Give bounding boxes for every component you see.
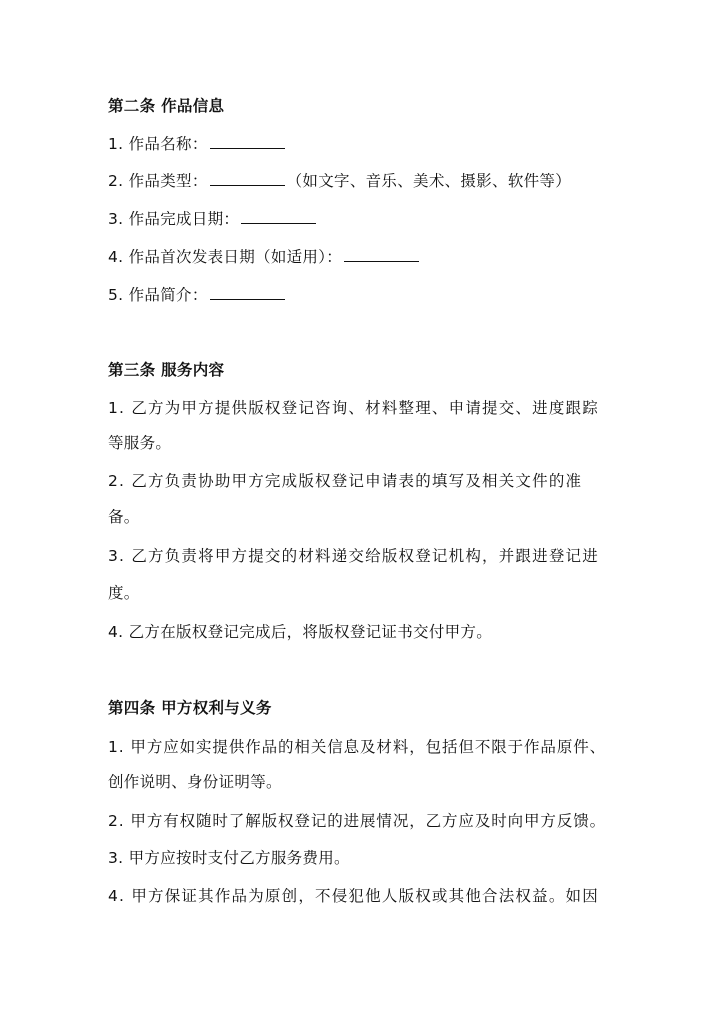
item-work-summary (108, 285, 287, 305)
paragraph-line: 2. 乙方负责协助甲方完成版权登记申请表的填写及相关文件的准 (108, 472, 583, 490)
blank-field-work-summary (210, 285, 285, 300)
paragraph-line: 度。 (108, 584, 140, 602)
paragraph-line: 2. 甲方有权随时了解版权登记的进展情况，乙方应及时向甲方反馈。 (108, 812, 607, 830)
item-label: 1. 作品名称： (108, 135, 208, 153)
blank-field-work-name (210, 134, 285, 149)
blank-field-work-type (210, 171, 285, 186)
paragraph-line: 等服务。 (108, 434, 172, 452)
section-heading-3: 第三条 服务内容 (108, 361, 225, 379)
paragraph-line: 4. 甲方保证其作品为原创，不侵犯他人版权或其他合法权益。如因 (108, 887, 599, 905)
item-work-name (108, 134, 287, 154)
item-completion-date (108, 209, 318, 229)
blank-field-completion-date (241, 209, 316, 224)
item-work-type (108, 171, 571, 191)
item-label: 5. 作品简介： (108, 286, 208, 304)
section-heading-4: 第四条 甲方权利与义务 (108, 699, 272, 717)
item-note: （如文字、音乐、美术、摄影、软件等） (286, 172, 572, 190)
item-label: 4. 作品首次发表日期（如适用）： (108, 248, 343, 266)
paragraph-line: 3. 乙方负责将甲方提交的材料递交给版权登记机构，并跟进登记进 (108, 547, 599, 565)
blank-field-publish-date (344, 247, 419, 262)
item-label: 3. 作品完成日期： (108, 210, 240, 228)
paragraph-line: 备。 (108, 508, 140, 526)
paragraph-line: 1. 甲方应如实提供作品的相关信息及材料，包括但不限于作品原件、 (108, 738, 607, 756)
section-heading-2: 第二条 作品信息 (108, 97, 225, 115)
paragraph-line: 4. 乙方在版权登记完成后，将版权登记证书交付甲方。 (108, 623, 493, 641)
paragraph-line: 1. 乙方为甲方提供版权登记咨询、材料整理、申请提交、进度跟踪 (108, 399, 599, 417)
paragraph-line: 3. 甲方应按时支付乙方服务费用。 (108, 849, 350, 867)
paragraph-line: 创作说明、身份证明等。 (108, 773, 282, 791)
item-publish-date (108, 247, 421, 267)
item-label: 2. 作品类型： (108, 172, 208, 190)
